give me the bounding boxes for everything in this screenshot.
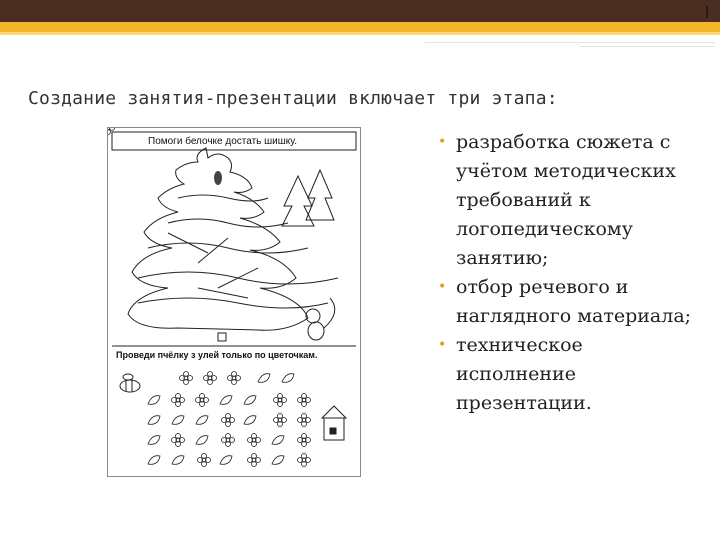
- bullet-text: техническое исполнение презентации.: [456, 334, 592, 414]
- slide-title: Создание занятия-презентации включает три этапа:: [28, 88, 558, 109]
- corner-mark: [706, 6, 708, 18]
- bullet-item: [432, 273, 702, 331]
- worksheet-task-1: Помоги белочке достать шишку.: [148, 136, 298, 147]
- bullet-text: отбор речевого и наглядного материала;: [456, 276, 692, 327]
- worksheet-drawing: [108, 128, 360, 476]
- bullet-dot-icon: •: [438, 134, 447, 150]
- beehive-icon: [322, 406, 346, 440]
- decor-line: [425, 42, 715, 43]
- top-accent-stripe-light: [0, 32, 720, 35]
- worksheet-task-2: Проведи пчёлку з улей только по цветочкам.: [116, 350, 318, 360]
- bullet-list: [432, 128, 702, 418]
- top-accent-stripe: [0, 22, 720, 32]
- bullet-item: [432, 331, 702, 418]
- bullet-dot-icon: •: [438, 337, 447, 353]
- bee-icon: [120, 374, 140, 392]
- decor-line: [580, 46, 715, 47]
- bullet-text: разработка сюжета с учётом методических требований к логопедическому занятию;: [456, 131, 676, 269]
- bullet-item: [432, 128, 702, 273]
- flower-leaf-grid: [148, 372, 311, 467]
- bullet-dot-icon: •: [438, 279, 447, 295]
- worksheet-image: [107, 127, 361, 477]
- top-bar: [0, 0, 720, 22]
